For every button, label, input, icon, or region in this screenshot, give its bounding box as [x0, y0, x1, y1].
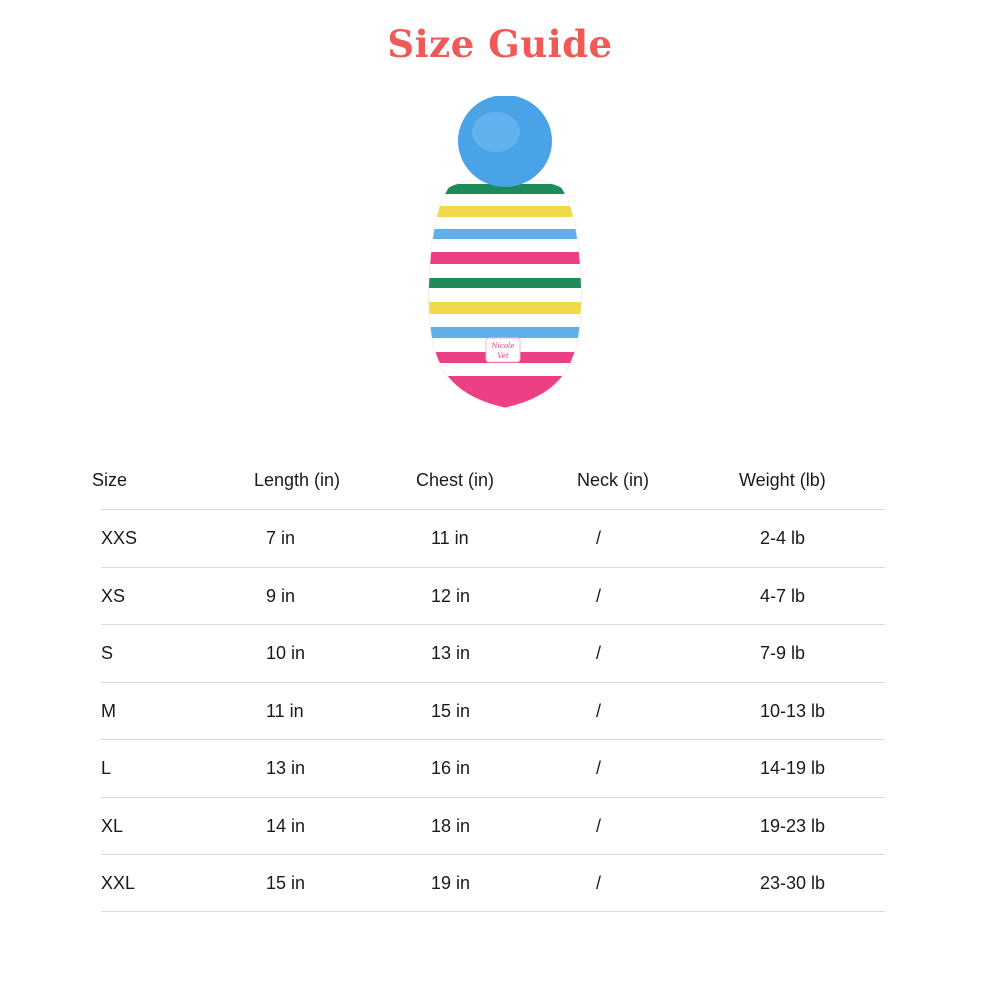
cell-weight: 19-23 lb	[760, 815, 826, 836]
header-neck: Neck (in)	[577, 470, 650, 490]
cell-length: 13 in	[266, 758, 306, 778]
table-row	[101, 739, 885, 797]
table-row	[101, 682, 885, 740]
cell-weight: 14-19 lb	[760, 758, 826, 778]
table-row	[101, 624, 885, 682]
cell-size: XXS	[101, 528, 138, 548]
svg-text:Nicole: Nicole	[491, 342, 515, 350]
cell-neck: /	[596, 700, 602, 721]
cell-chest: 11 in	[431, 528, 469, 548]
cell-weight: 2-4 lb	[760, 528, 806, 548]
cell-length: 9 in	[266, 585, 296, 606]
cell-size: M	[101, 700, 116, 721]
svg-text:Vet: Vet	[497, 352, 509, 360]
table-row	[101, 509, 885, 567]
header-size: Size	[92, 470, 128, 490]
table-header	[0, 452, 1000, 509]
cell-neck: /	[596, 528, 602, 548]
cell-weight: 7-9 lb	[760, 643, 806, 663]
header-chest: Chest (in)	[416, 470, 495, 490]
header-weight: Weight (lb)	[739, 470, 826, 490]
cell-neck: /	[596, 873, 602, 893]
cell-weight: 10-13 lb	[760, 700, 826, 721]
cell-weight: 23-30 lb	[760, 873, 826, 893]
cell-length: 15 in	[266, 873, 306, 893]
table-row	[101, 797, 885, 855]
table-body	[101, 509, 885, 912]
cell-size: S	[101, 643, 114, 663]
size-table	[0, 452, 1000, 893]
cell-chest: 19 in	[431, 873, 471, 893]
table-row	[101, 567, 885, 625]
cell-weight: 4-7 lb	[760, 585, 806, 606]
cell-length: 10 in	[266, 643, 306, 663]
cell-size: XS	[101, 585, 126, 606]
cell-neck: /	[596, 758, 602, 778]
cell-chest: 15 in	[431, 700, 471, 721]
cell-neck: /	[596, 585, 602, 606]
cell-length: 14 in	[266, 815, 306, 836]
cell-chest: 12 in	[431, 585, 471, 606]
cell-chest: 18 in	[431, 815, 471, 836]
cell-length: 7 in	[266, 528, 296, 548]
header-length: Length (in)	[254, 470, 341, 490]
sweater-product-image	[420, 96, 590, 414]
sweater-body	[420, 176, 590, 414]
cell-neck: /	[596, 643, 602, 663]
cell-size: XXL	[101, 873, 136, 893]
cell-size: L	[101, 758, 112, 778]
cell-chest: 13 in	[431, 643, 471, 663]
cell-neck: /	[596, 815, 602, 836]
cell-length: 11 in	[266, 700, 304, 721]
table-row	[101, 854, 885, 912]
cell-size: XL	[101, 815, 124, 836]
page-title: Size Guide	[387, 22, 613, 66]
cell-chest: 16 in	[431, 758, 471, 778]
